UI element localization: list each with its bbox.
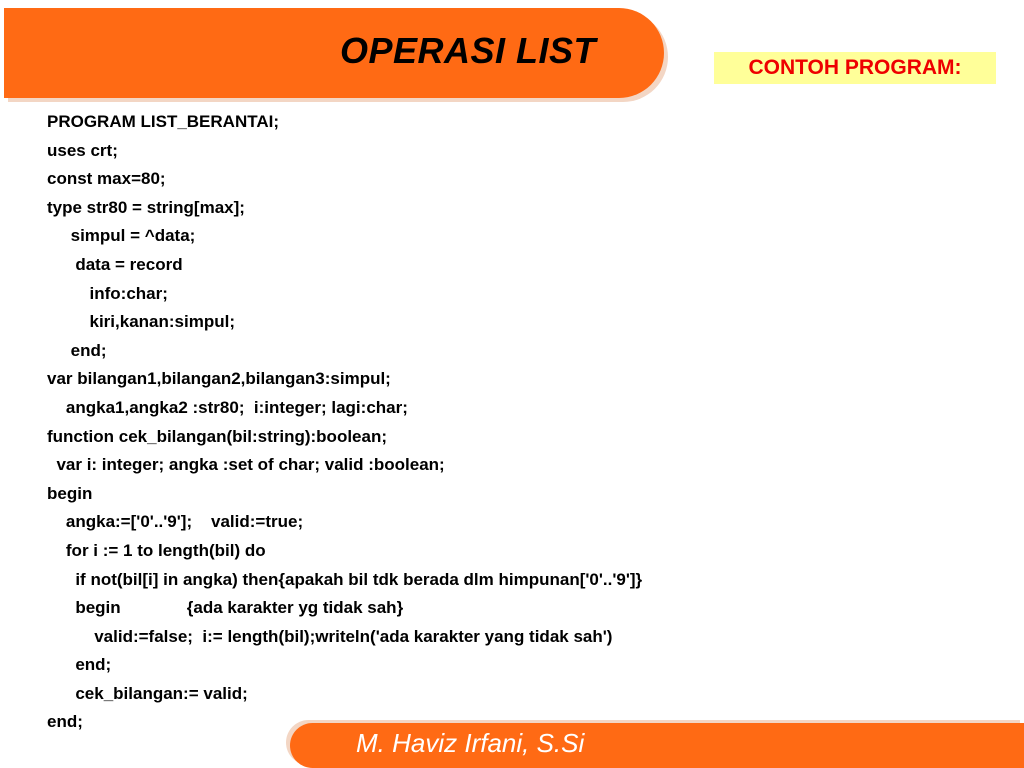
author-name: M. Haviz Irfani, S.Si [356,728,585,758]
code-line: info:char; [47,283,168,303]
code-line: var bilangan1,bilangan2,bilangan3:simpul; [47,369,391,389]
code-listing [47,108,1007,737]
code-line: type str80 = string[max]; [47,197,245,217]
code-line: begin [47,483,93,503]
code-line: if not(bil[i] in angka) then{apakah bil tdk berada dlm himpunan['0'..'9']} [47,569,643,589]
code-line: simpul = ^data; [47,226,196,246]
code-line: valid:=false; i:= length(bil);writeln('ada karakter yang tidak sah') [47,626,613,646]
code-line: function cek_bilangan(bil:string):boolean; [47,426,387,446]
code-line: const max=80; [47,169,166,189]
example-program-label: CONTOH PROGRAM: [714,52,996,84]
code-line: var i: integer; angka :set of char; valid :boolean; [47,455,445,475]
code-line: PROGRAM LIST_BERANTAI; [47,112,280,131]
code-line: kiri,kanan:simpul; [47,312,235,332]
code-line: uses crt; [47,140,118,160]
slide-title: OPERASI LIST [340,30,597,71]
code-line: for i := 1 to length(bil) do [47,540,266,560]
code-line: end; [47,340,107,360]
code-line: data = record [47,254,183,274]
code-line: end; [47,712,83,732]
code-line: angka:=['0'..'9']; valid:=true; [47,512,304,532]
code-line: cek_bilangan:= valid; [47,683,248,703]
code-line: begin {ada karakter yg tidak sah} [47,598,404,618]
code-line: angka1,angka2 :str80; i:integer; lagi:char; [47,397,408,417]
code-line: end; [47,655,112,675]
